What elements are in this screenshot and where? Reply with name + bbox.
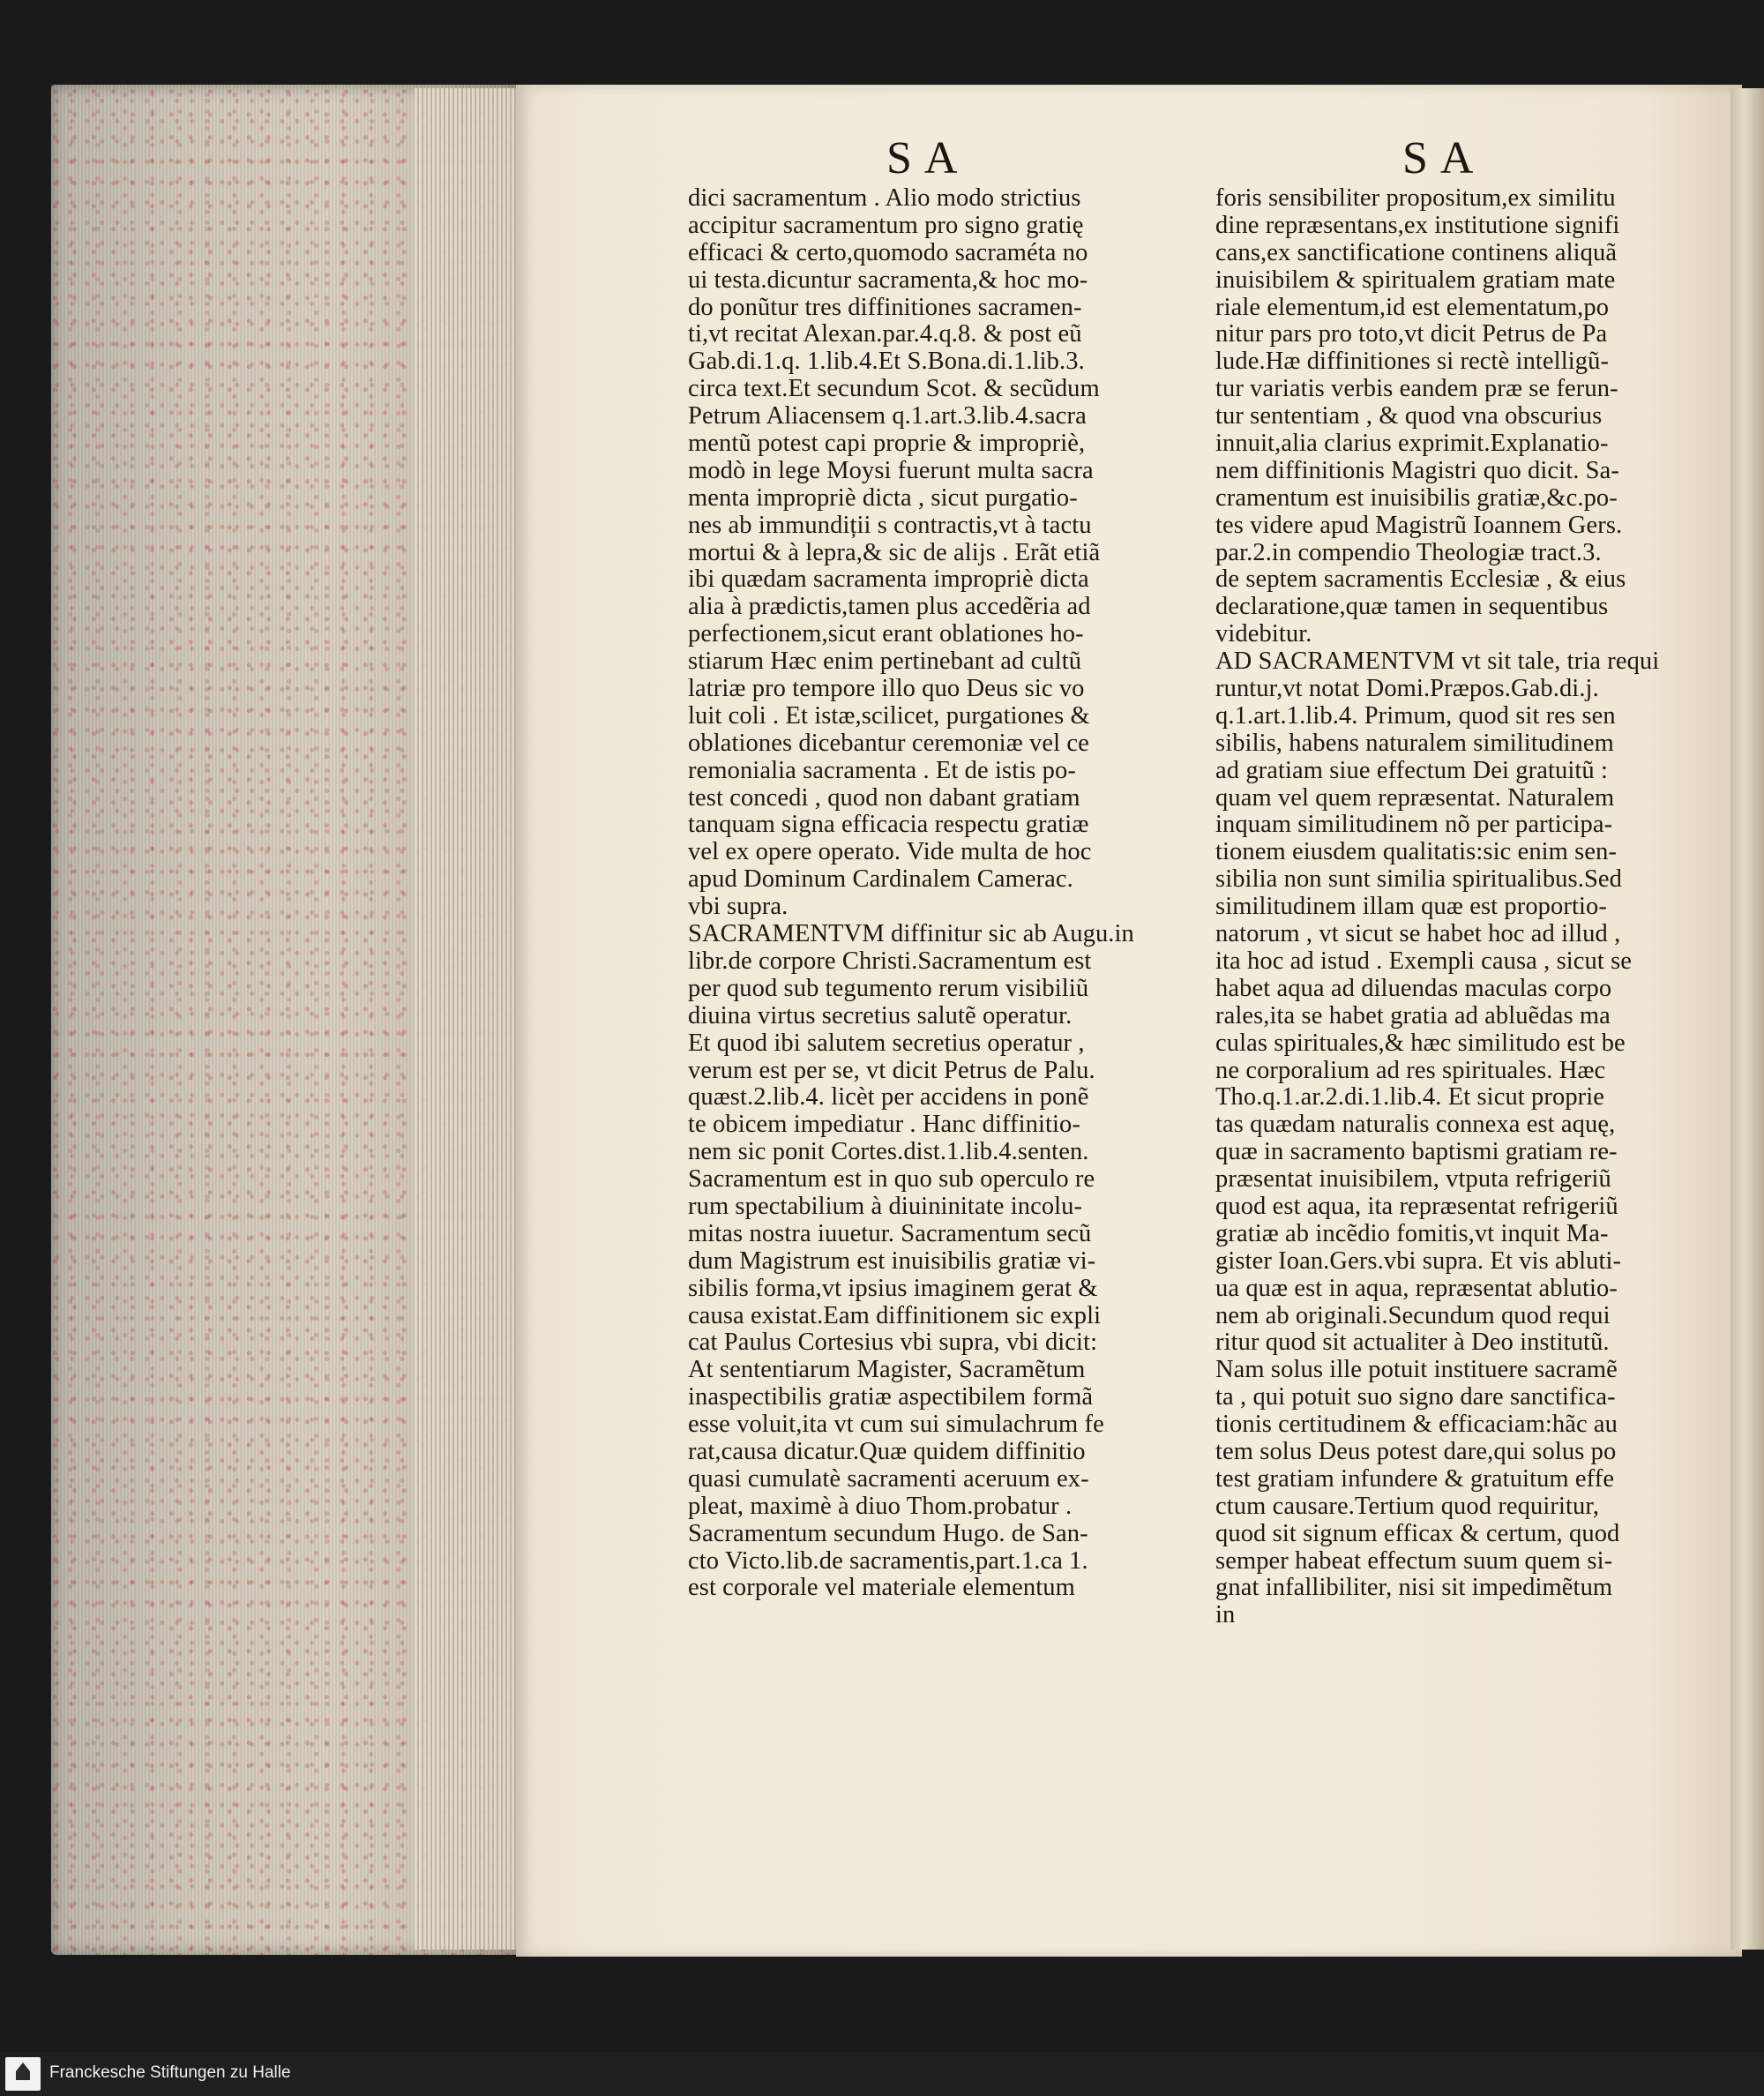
text-line: tionis certitudinem & efficaciam:hãc au [1215,1411,1618,1439]
text-line: semper habeat effectum suum quem si- [1215,1546,1613,1575]
text-line: inuisibilem & spiritualem gratiam mate [1215,266,1616,294]
text-line: At sententiarum Magister, Sacramẽtum [688,1356,1086,1384]
text-line: cramentum est inuisibilis gratiæ,&c.po- [1215,483,1618,512]
text-line: Petrum Aliacensem q.1.art.3.lib.4.sacra [688,402,1087,430]
institution-logo-icon [5,2057,41,2091]
text-line: Gab.di.1.q. 1.lib.4.Et S.Bona.di.1.lib.3. [688,348,1085,376]
running-head-right: SA [1402,133,1486,183]
text-line: ua quæ est in aqua, repræsentat ablutio- [1215,1274,1618,1302]
text-line: nem ab originali.Secundum quod requi [1215,1301,1611,1329]
text-line: nem sic ponit Cortes.dist.1.lib.4.senten. [688,1138,1089,1166]
text-line: circa text.Et secundum Scot. & secũdum [688,375,1100,403]
text-line: esse voluit,ita vt cum sui simulachrum fe [688,1411,1104,1439]
text-line: Nam solus ille potuit instituere sacramẽ [1215,1356,1618,1384]
text-line: alia à prædictis,tamen plus accedẽria ad [688,593,1091,621]
text-line: riale elementum,id est elementatum,po [1215,293,1610,321]
text-line: do ponũtur tres diffinitiones sacramen- [688,293,1082,321]
text-line: stiarum Hæc enim pertinebant ad cultũ [688,648,1082,676]
text-line: quod sit signum efficax & certum, quod [1215,1519,1620,1547]
text-line: par.2.in compendio Theologiæ tract.3. [1215,538,1602,566]
text-line: perfectionem,sicut erant oblationes ho- [688,620,1084,648]
text-line: q.1.art.1.lib.4. Primum, quod sit res sen [1215,701,1616,730]
text-line: cans,ex sanctificatione continens aliquã [1215,238,1618,266]
text-line: ti,vt recitat Alexan.par.4.q.8. & post eũ [688,320,1082,348]
text-line: natorum , vt sicut se habet hoc ad illud , [1215,920,1621,948]
text-line: tanquam signa efficacia respectu gratiæ [688,811,1089,839]
text-line: tur sententiam , & quod vna obscurius [1215,402,1603,430]
text-line: est corporale vel materiale elementum [688,1574,1075,1602]
text-line: efficaci & certo,quomodo sacraméta no [688,238,1088,266]
text-line: test concedi , quod non dabant gratiam [688,783,1080,812]
text-line: mortui & à lepra,& sic de alijs . Erãt etiã [688,538,1101,566]
text-line: inquam similitudinem nõ per participa- [1215,811,1613,839]
text-line: Tho.q.1.ar.2.di.1.lib.4. Et sicut proprie [1215,1083,1605,1112]
text-line: verum est per se, vt dicit Petrus de Palu. [688,1056,1095,1084]
text-line: test gratiam infundere & gratuitum effe [1215,1464,1615,1493]
text-line: ui testa.dicuntur sacramenta,& hoc mo- [688,266,1088,294]
text-line: libr.de corpore Christi.Sacramentum est [688,947,1092,975]
facing-page-edge [1730,88,1764,1950]
text-line: AD SACRAMENTVM vt sit tale, tria requi [1215,648,1660,676]
text-line: sibilis, habens naturalem similitudinem [1215,729,1614,757]
text-line: gister Ioan.Gers.vbi supra. Et vis abluti- [1215,1246,1622,1275]
text-line: tionem eiusdem qualitatis:sic enim sen- [1215,838,1618,866]
text-line: te obicem impediatur . Hanc diffinitio- [688,1111,1080,1139]
text-line: sibilis forma,vt ipsius imaginem gerat & [688,1274,1098,1302]
text-line: ctum causare.Tertium quod requiritur, [1215,1492,1600,1520]
text-line: quasi cumulatè sacramenti aceruum ex- [688,1464,1089,1493]
institution-name: Franckesche Stiftungen zu Halle [49,2063,291,2082]
text-line: habet aqua ad diluendas maculas corpo [1215,974,1612,1002]
text-line: luit coli . Et istæ,scilicet, purgationes & [688,701,1090,730]
text-line: menta impropriè dicta , sicut purgatio- [688,483,1078,512]
text-line: apud Dominum Cardinalem Camerac. [688,865,1073,894]
text-line: ritur quod sit actualiter à Deo institutũ. [1215,1329,1610,1357]
text-line: gnat infallibiliter, nisi sit impedimẽtum [1215,1574,1613,1602]
text-line: dine repræsentans,ex institutione signifi [1215,211,1620,239]
text-line: cto Victo.lib.de sacramentis,part.1.ca 1. [688,1546,1088,1575]
text-line: oblationes dicebantur ceremoniæ vel ce [688,729,1089,757]
text-line: tur variatis verbis eandem præ se ferun- [1215,375,1618,403]
text-line: tes videre apud Magistrũ Ioannem Gers. [1215,511,1623,539]
text-line: similitudinem illam quæ est proportio- [1215,893,1607,921]
text-line: remonialia sacramenta . Et de istis po- [688,756,1076,784]
text-line: in [1215,1601,1236,1629]
text-line: lude.Hæ diffinitiones si rectè intelligũ- [1215,348,1610,376]
viewer-footer [0,2052,1764,2096]
text-line: SACRAMENTVM diffinitur sic ab Augu.in [688,920,1134,948]
text-line: Sacramentum secundum Hugo. de San- [688,1519,1088,1547]
text-line: cat Paulus Cortesius vbi supra, vbi dicit: [688,1329,1098,1357]
text-line: pleat, maximè à diuo Thom.probatur . [688,1492,1073,1520]
text-line: quod est aqua, ita repræsentat refrigeriũ [1215,1192,1618,1220]
text-line: dum Magistrum est inuisibilis gratiæ vi- [688,1246,1096,1275]
text-column-right [1215,185,1718,1629]
text-line: ta , qui potuit suo signo dare sanctifica- [1215,1383,1616,1411]
text-line: tas quædam naturalis connexa est aquę, [1215,1111,1616,1139]
text-line: rales,ita se habet gratia ad abluẽdas ma [1215,1001,1611,1029]
text-line: innuit,alia clarius exprimit.Explanatio- [1215,430,1609,458]
text-line: gratiæ ab incẽdio fomitis,vt inquit Ma- [1215,1219,1609,1247]
text-line: nes ab immundiții s contractis,vt à tactu [688,511,1092,539]
text-line: modò in lege Moysi fuerunt multa sacra [688,456,1094,484]
text-line: præsentat inuisibilem, vtputa refrigeriũ [1215,1165,1611,1194]
text-line: ne corporalium ad res spirituales. Hæc [1215,1056,1606,1084]
text-line: runtur,vt notat Domi.Præpos.Gab.di.j. [1215,675,1599,703]
text-line: ad gratiam siue effectum Dei gratuitũ : [1215,756,1608,784]
text-line: latriæ pro tempore illo quo Deus sic vo [688,675,1085,703]
text-line: foris sensibiliter propositum,ex similitu [1215,184,1616,212]
text-line: vbi supra. [688,893,789,921]
text-column-left [688,185,1200,1602]
text-line: mentũ potest capi proprie & impropriè, [688,430,1086,458]
text-line: quæst.2.lib.4. licèt per accidens in ponẽ [688,1083,1089,1112]
text-line: sibilia non sunt similia spiritualibus.Sed [1215,865,1622,894]
text-line: ibi quædam sacramenta impropriè dicta [688,565,1089,594]
text-line: diuina virtus secretius salutẽ operatur. [688,1001,1073,1029]
text-line: inaspectibilis gratiæ aspectibilem formã [688,1383,1094,1411]
text-line: per quod sub tegumento rerum visibiliũ [688,974,1089,1002]
text-line: declaratione,quæ tamen in sequentibus [1215,593,1609,621]
leaf-edges [415,88,520,1950]
text-line: rum spectabilium à diuininitate incolu- [688,1192,1083,1220]
text-line: videbitur. [1215,620,1312,648]
text-line: mitas nostra iuuetur. Sacramentum secũ [688,1219,1092,1247]
text-line: nem diffinitionis Magistri quo dicit. Sa- [1215,456,1619,484]
text-line: de septem sacramentis Ecclesiæ , & eius [1215,565,1626,594]
text-line: rat,causa dicatur.Quæ quidem diffinitio [688,1437,1086,1465]
text-line: quam vel quem repræsentat. Naturalem [1215,783,1615,812]
text-line: accipitur sacramentum pro signo gratię [688,211,1084,239]
text-line: vel ex opere operato. Vide multa de hoc [688,838,1092,866]
text-line: quæ in sacramento baptismi gratiam re- [1215,1138,1618,1166]
text-line: culas spirituales,& hæc similitudo est be [1215,1029,1626,1057]
text-line: ita hoc ad istud . Exempli causa , sicut se [1215,947,1633,975]
text-line: dici sacramentum . Alio modo strictius [688,184,1081,212]
text-line: tem solus Deus potest dare,qui solus po [1215,1437,1617,1465]
text-line: Sacramentum est in quo sub operculo re [688,1165,1095,1194]
text-line: causa existat.Eam diffinitionem sic expli [688,1301,1102,1329]
text-line: nitur pars pro toto,vt dicit Petrus de Pa [1215,320,1608,348]
running-head-left: SA [886,133,970,183]
text-line: Et quod ibi salutem secretius operatur , [688,1029,1085,1057]
